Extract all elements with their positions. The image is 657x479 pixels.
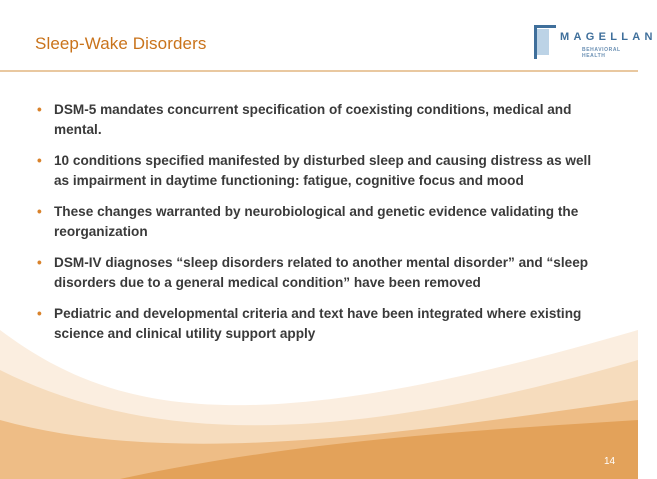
bullet-marker: • [37,102,42,117]
bullet-marker: • [37,255,42,270]
bullet-text: DSM-IV diagnoses “sleep disorders related to another mental disorder” and “sleep disorders due to a general medical condition” have been removed [54,255,589,290]
bullet-marker: • [37,306,42,321]
company-logo [522,22,657,64]
bullet-list [37,100,607,355]
bullet-text: DSM-5 mandates concurrent specification of coexisting conditions, medical and mental. [54,102,572,137]
bullet-text: These changes warranted by neurobiological and genetic evidence validating the reorganization [54,204,579,239]
logo-subtitle: BEHAVIORAL HEALTH [582,47,621,59]
logo-wordmark: MAGELLAN [560,31,657,43]
title-divider [0,70,638,72]
bullet-marker: • [37,153,42,168]
bullet-item [37,100,607,140]
logo-mark-fill [537,29,549,55]
bullet-item [37,202,607,242]
page-number: 14 [604,456,616,467]
bullet-item [37,304,607,344]
slide-title: Sleep-Wake Disorders [35,34,207,53]
bullet-item [37,253,607,293]
bullet-marker: • [37,204,42,219]
bullet-text: 10 conditions specified manifested by disturbed sleep and causing distress as well as impairment in daytime functioning: fatigue, cognitive focus and mood [54,153,592,188]
bullet-text: Pediatric and developmental criteria and text have been integrated where existing science and clinical utility support apply [54,306,582,341]
bullet-item [37,151,607,191]
